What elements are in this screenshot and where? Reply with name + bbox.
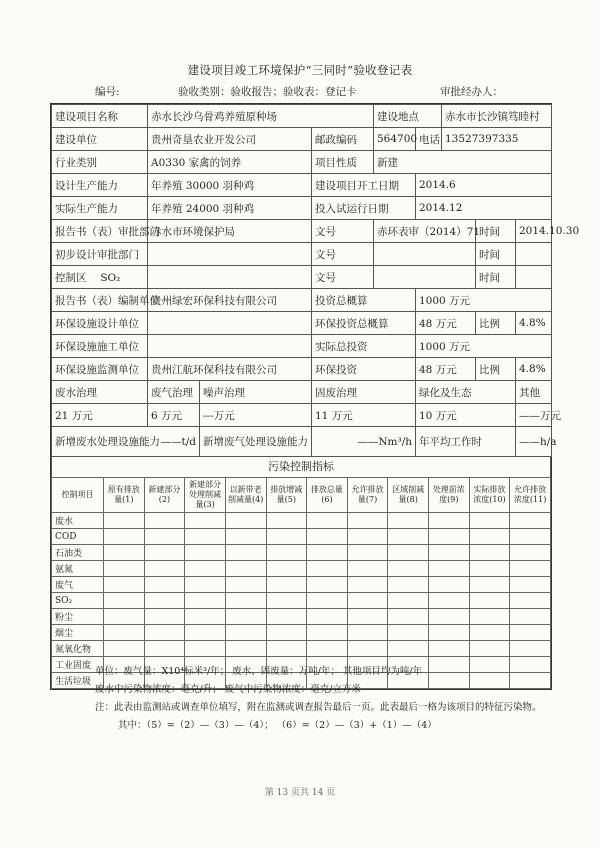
prelim-time-label: 时间 [476,243,516,266]
pollution-cell [144,577,185,593]
pollution-header-cell: 排放总量(6) [307,478,348,513]
env-design-label: 环保设施设计单位 [52,312,148,335]
pollution-cell [347,593,388,609]
pollution-cell [144,625,185,641]
waste-water-label: 废水治理 [52,381,148,404]
pollution-cell [185,513,226,529]
actual-total: 1000 万元 [416,335,552,358]
control-doc-no [374,266,476,289]
pollution-item-label: SO₂ [52,593,104,609]
control-area-blank [148,266,312,289]
project-name-label: 建设项目名称 [52,105,148,128]
pollution-cell [510,593,551,609]
pollution-cell [307,513,348,529]
pollution-cell [469,577,510,593]
doc-no-label: 文号 [312,220,374,243]
pollution-cell [104,641,145,657]
page-title: 建设项目竣工环境保护“三同时”验收登记表 [187,63,413,77]
pollution-cell [347,513,388,529]
pollution-cell [429,657,470,673]
control-doc-no-label: 文号 [312,266,374,289]
pollution-row [52,625,551,641]
start-date: 2014.6 [416,174,552,197]
pollution-cell [469,593,510,609]
env-monitor: 贵州江航环保科技有限公司 [148,358,312,381]
pollution-cell [469,673,510,689]
pollution-cell [307,577,348,593]
pollution-cell [225,593,266,609]
pollution-cell [429,593,470,609]
env-construct [148,335,312,358]
total-budget-label: 投资总概算 [312,289,416,312]
pollution-cell [469,609,510,625]
pollution-cell [510,641,551,657]
pollution-cell [185,577,226,593]
pollution-cell [185,545,226,561]
pollution-cell [347,641,388,657]
pollution-cell [469,513,510,529]
pollution-row [52,545,551,561]
pollution-cell [185,641,226,657]
pollution-cell [347,561,388,577]
nature-label: 项目性质 [312,151,374,174]
pollution-header-cell: 原有排放量(1) [104,478,145,513]
env-monitor-label: 环保设施监测单位 [52,358,148,381]
green-val: 10 万元 [416,404,516,427]
pollution-cell [347,529,388,545]
pollution-cell [144,529,185,545]
noise-val: ---万元 [200,404,312,427]
unit: 贵州奇垦农业开发公司 [148,128,312,151]
pollution-cell [266,577,307,593]
pollution-cell [185,593,226,609]
pollution-cell [510,625,551,641]
unit-label: 建设单位 [52,128,148,151]
solid-val: 11 万元 [312,404,416,427]
pollution-cell [144,513,185,529]
pollution-cell [104,529,145,545]
pollution-cell [225,625,266,641]
pollution-cell [388,641,429,657]
new-gas-val: ——Nm³/h [312,427,416,457]
pollution-cell [469,529,510,545]
pollution-header-cell: 实际排放浓度(10) [469,478,510,513]
approver-label: 审批经办人： [440,86,503,98]
pollution-item-label: 工业固废 [52,657,104,673]
new-water-label: 新增废水处理设施能力 ——t/d [52,427,200,457]
new-water-val: ——t/d [160,435,196,448]
pollution-cell [266,609,307,625]
pollution-cell [510,657,551,673]
pollution-cell [388,609,429,625]
compiler-label: 报告书（表）编制单位 [52,289,148,312]
pollution-cell [388,545,429,561]
env-construct-label: 环保设施施工单位 [52,335,148,358]
work-time-val: ——h/a [516,427,552,457]
pollution-cell [144,609,185,625]
pollution-item-label: COD [52,529,104,545]
pollution-header-row [52,478,551,513]
pollution-cell [104,513,145,529]
pollution-item-label: 生活垃圾 [52,673,104,689]
pollution-cell [429,673,470,689]
pollution-cell [388,513,429,529]
pollution-cell [266,545,307,561]
approval-time-label: 时间 [476,220,516,243]
pollution-cell [388,529,429,545]
pollution-cell [510,529,551,545]
env-invest-label: 环保投资 [312,358,416,381]
pollution-cell [307,593,348,609]
pollution-cell [225,529,266,545]
pollution-cell [388,577,429,593]
pollution-cell [104,545,145,561]
prelim-doc-no-label: 文号 [312,243,374,266]
pollution-item-label: 废气 [52,577,104,593]
doc-no: 赤环表审（2014）71 [374,220,476,243]
env-invest: 48 万元 [416,358,476,381]
control-area-label: 控制区 SO₂ [52,266,148,289]
pollution-cell [307,529,348,545]
pollution-cell [429,513,470,529]
pollution-cell [469,561,510,577]
pollution-cell [266,625,307,641]
pollution-cell [266,641,307,657]
pollution-cell [104,577,145,593]
phone-label: 电话 [416,128,442,151]
pollution-cell [225,513,266,529]
total-budget: 1000 万元 [416,289,552,312]
compiler: 贵州绿宏环保科技有限公司 [148,289,312,312]
pollution-cell [307,609,348,625]
waste-gas-val: 6 万元 [148,404,200,427]
pollution-item-label: 氨氮 [52,561,104,577]
pollution-header-cell: 允许排放量(7) [347,478,388,513]
control-time-label: 时间 [476,266,516,289]
pollution-cell [469,625,510,641]
control-area: SO₂ [100,271,121,284]
pollution-item-label: 废水 [52,513,104,529]
ratio2-label: 比例 [476,358,516,381]
pollution-cell [429,561,470,577]
pollution-cell [347,609,388,625]
pollution-cell [388,561,429,577]
units-note-1: 单位：废气量：X10⁴标米³/年； 废水、固废量：万吨/年； 其他项目均为吨/年 [95,666,423,677]
pollution-row [52,641,551,657]
pollution-row [52,577,551,593]
pollution-header-cell: 新建部分(2) [144,478,185,513]
pollution-cell [429,545,470,561]
pollution-cell [225,641,266,657]
pollution-row [52,593,551,609]
fill-note: 注：此表由监测站或调查单位填写，附在监测或调查报告最后一页。此表最后一格为该项目的特征污染物。 [95,702,542,713]
pollution-cell [429,529,470,545]
pollution-cell [429,577,470,593]
other-label: 其他 [516,381,552,404]
noise-label: 噪声治理 [200,381,312,404]
pollution-cell [307,641,348,657]
pollution-cell [104,609,145,625]
pollution-row [52,561,551,577]
pollution-cell [266,513,307,529]
pollution-header-cell: 以新带老削减量(4) [225,478,266,513]
prelim-doc-no [374,243,476,266]
page-footer: 第 13 页共 14 页 [264,788,336,798]
pollution-header-cell: 控制项目 [52,478,104,513]
pollution-cell [307,545,348,561]
pollution-cell [469,657,510,673]
pollution-cell [347,577,388,593]
approval-dept: 赤水市环境保护局 [148,220,312,243]
prelim-dept-label: 初步设计审批部门 [52,243,148,266]
env-design [148,312,312,335]
pollution-cell [510,561,551,577]
pollution-cell [388,593,429,609]
env-budget: 48 万元 [416,312,476,335]
pollution-cell [144,545,185,561]
waste-gas-label: 废气治理 [148,381,200,404]
ratio-label: 比例 [476,312,516,335]
pollution-cell [510,513,551,529]
postcode: 564700 [374,128,416,151]
new-gas-label: 新增废气处理设施能力 [200,427,312,457]
work-time-label: 年平均工作时 [416,427,516,457]
design-capacity-label: 设计生产能力 [52,174,148,197]
pollution-row [52,513,551,529]
pollution-cell [429,609,470,625]
pollution-cell [185,609,226,625]
pollution-cell [144,561,185,577]
phone: 13527397335 [442,128,552,151]
pollution-cell [185,625,226,641]
prelim-time [516,243,552,266]
location-label: 建设地点 [374,105,442,128]
pollution-item-label: 粉尘 [52,609,104,625]
pollution-header-cell: 允许排放浓度(11) [510,478,551,513]
pollution-cell [510,609,551,625]
pollution-cell [510,545,551,561]
operation-date-label: 投入试运行日期 [312,197,416,220]
pollution-cell [266,593,307,609]
pollution-item-label: 烟尘 [52,625,104,641]
pollution-table [51,477,551,689]
ratio2: 4.8% [516,358,552,381]
pollution-cell [185,529,226,545]
design-capacity: 年养殖 30000 羽种鸡 [148,174,312,197]
pollution-cell [144,641,185,657]
postcode-label: 邮政编码 [312,128,374,151]
actual-capacity-label: 实际生产能力 [52,197,148,220]
other-val: ——万元 [516,404,552,427]
pollution-header-cell: 区域削减量(8) [388,478,429,513]
pollution-cell [225,577,266,593]
approval-dept-label: 报告书（表）审批部门 [52,220,148,243]
operation-date: 2014.12 [416,197,552,220]
location: 赤水市长沙镇笃睦村 [442,105,552,128]
pollution-cell [429,625,470,641]
pollution-cell [104,625,145,641]
pollution-cell [225,561,266,577]
formula-note: 其中：（5）=（2）—（3）—（4）； （6）=（2）—（3）+（1）—（4） [118,720,437,731]
pollution-cell [429,641,470,657]
pollution-cell [144,593,185,609]
approval-time: 2014.10.30 [516,220,552,243]
pollution-cell [347,625,388,641]
industry-label: 行业类别 [52,151,148,174]
actual-capacity: 年养殖 24000 羽种鸡 [148,197,312,220]
ratio1: 4.8% [516,312,552,335]
pollution-cell [347,545,388,561]
pollution-row [52,609,551,625]
pollution-cell [185,561,226,577]
prelim-dept [148,243,312,266]
green-label: 绿化及生态 [416,381,516,404]
pollution-cell [266,561,307,577]
pollution-item-label: 氮氧化物 [52,641,104,657]
form-number-label: 编号: [95,86,120,98]
pollution-cell [469,641,510,657]
pollution-cell [307,561,348,577]
pollution-header-cell: 新建部分处理削减量(3) [185,478,226,513]
start-date-label: 建设项目开工日期 [312,174,416,197]
pollution-cell [510,577,551,593]
pollution-header-cell: 排放增减量(5) [266,478,307,513]
registration-form [50,103,580,690]
pollution-cell [225,609,266,625]
solid-label: 固废治理 [312,381,416,404]
acceptance-type: 验收类别：验收报告；验收表：登记卡 [178,86,357,98]
waste-water-val: 21 万元 [52,404,148,427]
pollution-row [52,529,551,545]
industry: A0330 家禽的饲养 [148,151,312,174]
pollution-cell [225,545,266,561]
nature: 新建 [374,151,552,174]
pollution-item-label: 石油类 [52,545,104,561]
pollution-cell [307,625,348,641]
project-info-table [51,104,580,457]
project-name: 赤水长沙乌骨鸡养殖原种场 [148,105,374,128]
pollution-cell [104,593,145,609]
pollution-cell [104,561,145,577]
env-budget-label: 环保投资总概算 [312,312,416,335]
pollution-cell [266,529,307,545]
actual-total-label: 实际总投资 [312,335,416,358]
units-note-2: 废水中污染物浓度：毫克/升； 废气中污染物浓度：毫克/立方米 [95,684,361,695]
control-time [516,266,552,289]
pollution-cell [469,545,510,561]
pollution-cell [388,625,429,641]
pollution-header-cell: 处理前浓度(9) [429,478,470,513]
pollution-title: 污染控制指标 [51,457,551,477]
pollution-cell [510,673,551,689]
